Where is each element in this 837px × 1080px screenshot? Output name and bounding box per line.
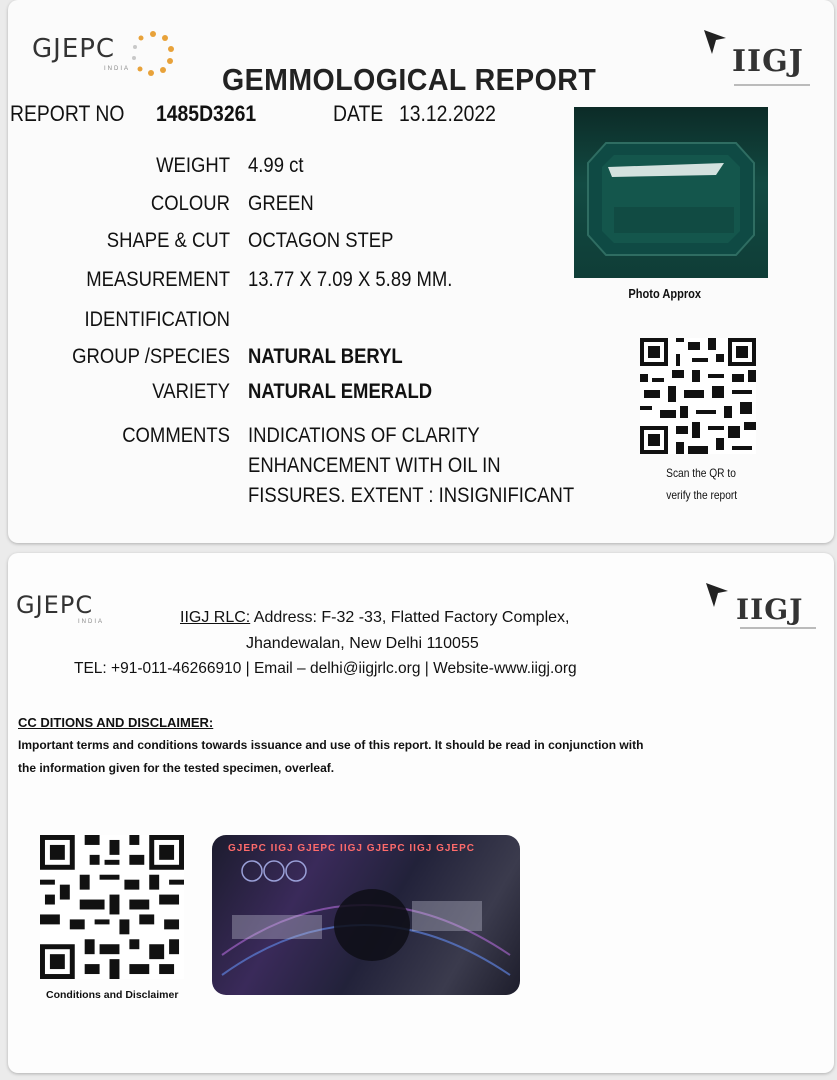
hologram-text: GJEPC IIGJ GJEPC IIGJ GJEPC IIGJ GJEPC [228,843,475,854]
hologram-pattern-icon [212,835,520,995]
measurement-value: 13.77 X 7.09 X 5.89 MM. [248,268,453,291]
shape-cut-label: SHAPE & CUT [106,229,230,252]
comments-value-line-2: ENHANCEMENT WITH OIL IN [248,454,501,477]
back-iigj-arrow-icon [702,579,732,611]
date-value: 13.12.2022 [399,101,496,126]
report-no-value: 1485D3261 [156,101,257,126]
weight-value: 4.99 ct [248,154,304,177]
conditions-qr-caption: Conditions and Disclaimer [46,989,179,1001]
address-label: IIGJ RLC: [180,609,251,626]
terms-line-2: the information given for the tested specimen, overleaf. [18,761,335,775]
iigj-logo: IIGJ [732,44,804,79]
gjepc-sun-icon [130,30,176,76]
address-line-1 [180,609,569,627]
terms-line-1: Important terms and conditions towards issuance and use of this report. It should be read in conjunction with [18,738,644,752]
report-front-card [8,0,834,543]
security-hologram [212,835,520,995]
back-iigj-logo: IIGJ [736,593,804,626]
measurement-label: MEASUREMENT [86,268,230,291]
verify-qr-code[interactable] [640,338,756,454]
comments-value-line-1: INDICATIONS OF CLARITY [248,424,480,447]
identification-label: IDENTIFICATION [84,308,231,331]
report-back-card [8,553,834,1073]
photo-caption: Photo Approx [628,286,702,301]
contact-line: TEL: +91-011-46266910 | Email – delhi@iigjrlc.org | Website-www.iigj.org [74,660,577,677]
variety-label: VARIETY [152,380,230,403]
gemstone-photo [574,107,768,278]
iigj-arrow-icon [700,26,730,58]
comments-label: COMMENTS [122,424,230,447]
qr-caption-line-1: Scan the QR to [666,466,736,480]
back-gjepc-tagline: INDIA [78,619,105,625]
report-title: GEMMOLOGICAL REPORT [222,62,597,97]
variety-value: NATURAL EMERALD [248,380,433,403]
group-species-value: NATURAL BERYL [248,345,403,368]
gjepc-tagline: INDIA [104,66,131,72]
date-label: DATE [333,101,384,126]
back-iigj-logo-underline [740,627,816,629]
group-species-label: GROUP /SPECIES [72,345,231,368]
gjepc-logo: GJEPC [32,34,116,64]
iigj-logo-underline [734,84,810,86]
conditions-qr-code[interactable] [40,835,184,979]
colour-label: COLOUR [150,192,230,215]
address-line-2: Jhandewalan, New Delhi 110055 [246,635,479,652]
qr-caption-line-2: verify the report [666,488,738,502]
weight-label: WEIGHT [156,154,230,177]
colour-value: GREEN [248,192,314,215]
address-text: Address: F-32 -33, Flatted Factory Complex, [253,609,570,626]
report-no-label: REPORT NO [10,101,125,126]
shape-cut-value: OCTAGON STEP [248,229,394,252]
conditions-heading: CC DITIONS AND DISCLAIMER: [18,715,214,730]
back-gjepc-logo: GJEPC [16,591,94,619]
comments-value-line-3: FISSURES. EXTENT : INSIGNIFICANT [248,484,575,507]
emerald-gem-icon [574,107,768,278]
